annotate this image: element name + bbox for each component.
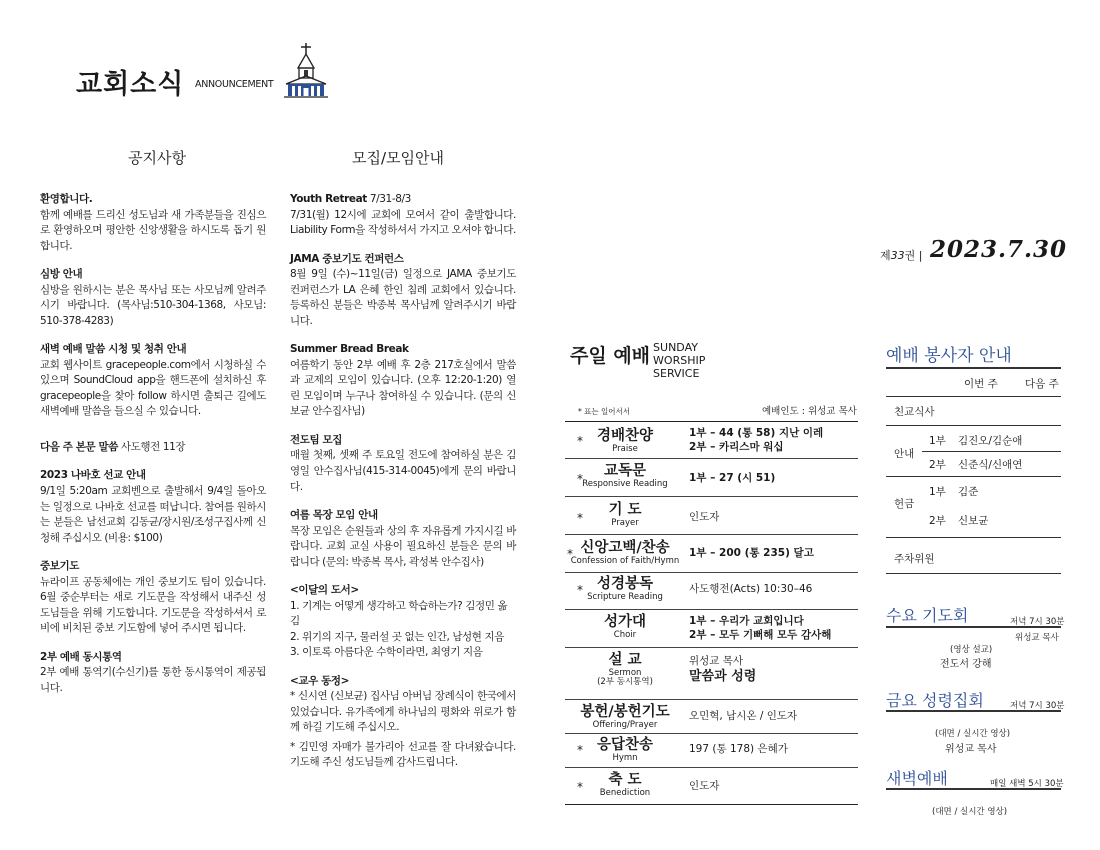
page-title: 교회소식 (76, 69, 185, 100)
notice-body: 교회 웹사이트 gracepeople.com에서 시청하실 수 있으며 SoundCloud app을 핸드폰에 설치하신 후 gracepeople을 찾아 follow 하시면 출퇴근 길에도 새벽예배 말씀을 들으실 수 있습니다. (40, 358, 266, 418)
worship-order (565, 421, 858, 805)
dawn-title: 새벽예배 (886, 769, 948, 788)
order-row (565, 497, 858, 535)
order-name: 교독문 Responsive Reading (582, 463, 668, 489)
church-icon (284, 42, 328, 98)
order-row (565, 610, 858, 648)
notice-body: 심방을 원하시는 분은 목사님 또는 사모님께 알려주시기 바랍니다. (목사님:510-304-1368, 사모님: 510-378-4283) (40, 283, 266, 327)
notice-item (40, 650, 266, 697)
standing-note: * 표는 일어서서 (578, 407, 630, 416)
recruit-title: 전도팀 모집 (290, 433, 342, 446)
notices-column (40, 192, 266, 709)
recruit-body: 7/31(월) 12시에 교회에 모여서 같이 출발합니다. Liability Form을 작성하셔서 가지고 오셔야 합니다. (290, 208, 516, 237)
order-name: 응답찬송 Hymn (596, 737, 654, 763)
recruit-title: Youth Retreat (290, 193, 367, 205)
stand-mark: * (577, 743, 583, 757)
order-name: 신앙고백/찬송 Confession of Faith/Hymn (570, 540, 680, 566)
stand-mark: * (577, 511, 583, 525)
recruit-item (290, 508, 516, 570)
wednesday-pastor: 위성교 목사 (1015, 633, 1059, 643)
notice-title: 새벽 예배 말씀 시청 및 청취 안내 (40, 343, 187, 356)
recruit-body: 8월 9일 (수)~11일(금) 일정으로 JAMA 중보기도 컨퍼런스가 LA 은혜 한인 침례 교회에서 있습니다. 등록하신 분들은 박종복 목사님께 알려주시기 바랍니다. (290, 268, 516, 327)
offering-1-name: 김준 (958, 486, 979, 498)
guide-2-names: 신준식/신애연 (958, 459, 1023, 471)
notice-body: 뉴라이프 공동체에는 개인 중보기도 팀이 있습니다. 6월 중순부터는 새로 기도문을 작성해서 내주신 성도님들을 위해 기도합니다. 기도문을 작성하셔서 로비에 비치된 중보 기도함에 넣어 주시면 됩니다. (40, 575, 266, 635)
guide-1-label: 1부 (929, 435, 946, 447)
notice-title: 다음 주 본문 말씀 (40, 440, 118, 453)
worship-leader: 예배인도 : 위성교 목사 (762, 406, 857, 417)
order-name: 경배찬양 Praise (596, 428, 654, 454)
notice-item (40, 342, 266, 420)
worship-title-en: SUNDAY WORSHIP SERVICE (653, 341, 706, 380)
wednesday-time: 저녁 7시 30분 (1010, 617, 1065, 627)
book-item: 2. 위기의 지구, 물러설 곳 없는 인간, 남성현 지음 (290, 630, 504, 643)
order-name: 성가대 Choir (603, 614, 647, 640)
notice-item (40, 192, 266, 254)
notice-title: 환영합니다. (40, 193, 93, 205)
notice-item (40, 267, 266, 329)
recruit-title: JAMA 중보기도 컨퍼런스 (290, 252, 404, 265)
recruit-inline: 7/31-8/3 (366, 193, 411, 205)
order-desc: 1부 – 200 (통 235) 달고 (689, 547, 814, 559)
recruit-item (290, 342, 516, 420)
stand-mark: * (577, 780, 583, 794)
order-name: 봉헌/봉헌기도 Offering/Prayer (580, 704, 670, 730)
order-desc: 사도행전(Acts) 10:30–46 (689, 583, 813, 595)
guide-1-names: 김진오/김순애 (958, 435, 1023, 447)
notice-inline: 사도행전 11장 (117, 440, 186, 453)
order-row (565, 734, 858, 768)
order-desc: 위성교 목사 말씀과 성령 (689, 655, 757, 684)
dawn-time: 매일 새벽 5시 30분 (990, 779, 1064, 789)
order-desc: 인도자 (689, 511, 720, 523)
stand-mark: * (577, 472, 583, 486)
notice-title: 심방 안내 (40, 268, 83, 281)
order-desc: 인도자 (689, 780, 720, 792)
recruit-title: Summer Bread Break (290, 343, 409, 356)
order-name: 기 도 Prayer (608, 502, 642, 528)
guide-2-label: 2부 (929, 459, 946, 471)
recruit-item (290, 433, 516, 495)
notice-title: 2부 예배 동시통역 (40, 650, 122, 663)
wednesday-title: 수요 기도회 (886, 606, 969, 625)
notice-body: 9/1일 5:20am 교회벤으로 출발해서 9/4일 돌아오는 일정으로 나바호 선교를 떠납니다. 참여를 원하시는 분들은 남선교회 김동균/장시원/조성구집사께 신청해 주십시오 (비용: $100) (40, 484, 266, 544)
recruit-column (290, 192, 516, 784)
worship-title-ko: 주일 예배 (570, 345, 651, 367)
order-name: 설 교 Sermon (2부 동시통역) (597, 652, 653, 688)
book-item: 3. 이토록 아름다운 수학이라면, 최영기 지음 (290, 646, 483, 659)
order-desc: 1부 – 우리가 교회입니다 2부 – 모두 기뻐해 모두 감사해 (689, 615, 832, 641)
worship-title (570, 341, 706, 380)
stand-mark: * (567, 547, 573, 561)
offering-label: 헌금 (894, 498, 915, 510)
fellowship-label: 친교식사 (894, 406, 935, 418)
order-name: 성경봉독 Scripture Reading (587, 576, 663, 602)
recruit-body: 목장 모임은 순원들과 상의 후 자유롭게 가지시길 바랍니다. 교회 교실 사용이 필요하신 분들은 문의 바랍니다 (문의: 박종복 목사, 곽성복 안수집사) (290, 524, 516, 568)
parking-label: 주차위원 (894, 553, 935, 565)
offering-2-name: 신보균 (958, 515, 989, 527)
page-subtitle: ANNOUNCEMENT (195, 79, 274, 90)
order-row (565, 700, 858, 734)
recruit-item (290, 252, 516, 330)
recruit-title: 여름 목장 모임 안내 (290, 509, 378, 522)
order-row (565, 422, 858, 459)
dawn-sub: (대면 / 실시간 영상) (932, 807, 1008, 817)
order-row (565, 768, 858, 805)
order-desc: 1부 – 27 (시 51) (689, 472, 776, 484)
this-week-header: 이번 주 (964, 378, 998, 390)
news-item: * 김민영 자매가 불가리아 선교를 잘 다녀왔습니다. 기도해 주신 성도님들께 감사드립니다. (290, 740, 516, 769)
offering-1-label: 1부 (929, 486, 946, 498)
notice-title: 중보기도 (40, 560, 79, 573)
friday-title: 금요 성령집회 (886, 691, 984, 710)
recruit-title: <교우 동정> (290, 674, 350, 687)
recruit-item (290, 674, 516, 771)
guide-label: 안내 (894, 448, 915, 460)
friday-sub: (대면 / 실시간 영상) (935, 729, 1011, 739)
stand-mark: * (577, 583, 583, 597)
news-item: * 신시연 (신보균) 집사님 아버님 장례식이 한국에서 있었습니다. 유가족에게 하나님의 평화와 위로가 함께 하길 기도해 주십시오. (290, 690, 516, 734)
friday-time: 저녁 7시 30분 (1010, 701, 1065, 711)
order-desc: 197 (통 178) 은혜가 (689, 743, 788, 755)
order-row (565, 573, 858, 610)
wednesday-speaker: 전도서 강해 (940, 659, 992, 670)
offering-2-label: 2부 (929, 515, 946, 527)
recruit-item (290, 583, 516, 661)
notice-item (40, 468, 266, 546)
recruit-item (290, 192, 516, 239)
order-name: 축 도 Benediction (599, 772, 651, 798)
order-row (565, 648, 858, 700)
recruit-section-title: 모집/모임안내 (352, 149, 444, 167)
stand-mark: * (577, 434, 583, 448)
next-week-header: 다음 주 (1025, 378, 1059, 390)
order-row (565, 459, 858, 497)
wednesday-sub: (영상 설교) (950, 645, 993, 655)
notice-body: 2부 예배 통역기(수신기)를 통한 동시통역이 제공됩니다. (40, 666, 266, 694)
book-item: 1. 기계는 어떻게 생각하고 학습하는가? 김정민 옮김 (290, 599, 508, 628)
recruit-title: <이달의 도서> (290, 584, 359, 597)
notice-body: 함께 예배를 드리신 성도님과 새 가족분들을 진심으로 환영하오며 평안한 신앙생활을 하시도록 돕기 원합니다. (40, 208, 266, 252)
friday-pastor: 위성교 목사 (945, 744, 997, 755)
notice-item (40, 559, 266, 637)
notice-item (40, 440, 266, 456)
recruit-body: 매월 첫째, 셋째 주 토요일 전도에 참여하실 분은 김영일 안수집사님(415-314-0045)에게 문의 바랍니다. (290, 449, 516, 493)
issue-number: 제33권 | (880, 249, 923, 262)
issue-date: 2023.7.30 (930, 236, 1068, 263)
servants-title: 예배 봉사자 안내 (886, 346, 1012, 366)
notice-title: 2023 나바호 선교 안내 (40, 469, 146, 482)
order-desc: 오민혁, 남시온 / 인도자 (689, 710, 798, 722)
notice-section-title: 공지사항 (128, 149, 186, 167)
order-row (565, 535, 858, 573)
recruit-body: 여름학기 동안 2부 예배 후 2층 217호실에서 말씀과 교제의 모임이 있습니다. (오후 12:20-1:20) 열린 모임이며 누구나 참여하실 수 있습니다. (문의 신보균 안수집사님) (290, 358, 516, 418)
order-desc: 1부 – 44 (통 58) 지난 이레 2부 – 카리스마 워십 (689, 427, 824, 453)
